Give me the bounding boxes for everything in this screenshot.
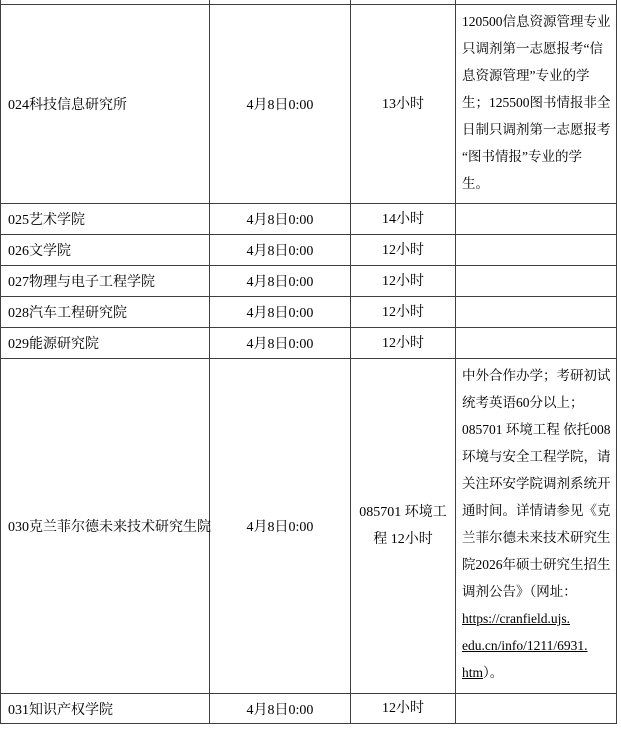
duration-cell — [351, 266, 456, 297]
remarks-cell — [456, 235, 617, 266]
duration-line: 12小时 — [382, 335, 424, 351]
remarks-text: 兰菲尔德未来技术研究生 — [462, 530, 611, 545]
duration-line: 13小时 — [382, 96, 424, 112]
dept-name-cell: 028汽车工程研究院 — [1, 297, 210, 328]
remarks-cell — [456, 694, 617, 724]
open-time-cell: 4月8日0:00 — [210, 328, 351, 359]
duration-line: 14小时 — [382, 211, 424, 227]
open-time-cell: 4月8日0:00 — [210, 204, 351, 235]
duration-line: 12小时 — [382, 273, 424, 289]
remarks-text: 院2026年硕士研究生招生 — [462, 557, 611, 572]
announcement-url-link[interactable]: htm — [462, 665, 484, 680]
remarks-line — [462, 35, 612, 62]
remarks-line — [462, 632, 612, 659]
duration-line: 12小时 — [382, 242, 424, 258]
remarks-line — [462, 524, 612, 551]
remarks-cell — [456, 266, 617, 297]
remarks-text: 085701 环境工程 依托008 — [462, 422, 611, 437]
remarks-text: 统考英语60分以上； — [462, 395, 584, 410]
remarks-line — [462, 89, 612, 116]
open-time-cell: 4月8日0:00 — [210, 235, 351, 266]
dept-name-cell: 030克兰菲尔德未来技术研究生院 — [1, 359, 210, 694]
duration-cell — [351, 359, 456, 694]
duration-cell — [351, 204, 456, 235]
duration-line: 12小时 — [382, 701, 424, 716]
announcement-url-link[interactable]: https://cranfield.ujs. — [462, 611, 570, 626]
remarks-line — [462, 8, 612, 35]
table-row — [1, 204, 617, 235]
duration-line: 程 12小时 — [373, 532, 433, 547]
announcement-url-link[interactable]: edu.cn/info/1211/6931. — [462, 638, 588, 653]
dept-name-cell: 027物理与电子工程学院 — [1, 266, 210, 297]
dept-name-cell: 025艺术学院 — [1, 204, 210, 235]
remarks-line — [462, 116, 612, 143]
dept-name-cell: 031知识产权学院 — [1, 694, 210, 724]
table-row — [1, 328, 617, 359]
remarks-cell — [456, 5, 617, 204]
open-time-cell: 4月8日0:00 — [210, 359, 351, 694]
duration-cell — [351, 235, 456, 266]
table-row — [1, 694, 617, 724]
remarks-cell — [456, 204, 617, 235]
remarks-text: 通时间。详情请参见《克 — [462, 503, 611, 518]
dept-name-cell: 026文学院 — [1, 235, 210, 266]
remarks-line — [462, 416, 612, 443]
remarks-text: 只调剂第一志愿报考“信 — [462, 41, 603, 56]
remarks-line — [462, 143, 612, 170]
open-time-cell: 4月8日0:00 — [210, 694, 351, 724]
duration-cell — [351, 5, 456, 204]
table-row — [1, 266, 617, 297]
duration-cell — [351, 297, 456, 328]
remarks-line — [462, 170, 612, 197]
dept-name-cell: 024科技信息研究所 — [1, 5, 210, 204]
remarks-text: 中外合作办学；考研初试 — [462, 368, 611, 383]
remarks-line — [462, 605, 612, 632]
remarks-line — [462, 362, 612, 389]
table-row — [1, 359, 617, 694]
remarks-line — [462, 578, 612, 605]
remarks-text: 生；125500图书情报非全 — [462, 95, 611, 110]
remarks-line — [462, 470, 612, 497]
remarks-text: 120500信息资源管理专业 — [462, 14, 611, 29]
open-time-cell: 4月8日0:00 — [210, 297, 351, 328]
remarks-line — [462, 443, 612, 470]
dept-name-cell: 029能源研究院 — [1, 328, 210, 359]
table-row — [1, 297, 617, 328]
table-body — [1, 0, 617, 724]
remarks-text: “图书情报”专业的学 — [462, 149, 582, 164]
table-row — [1, 235, 617, 266]
duration-cell — [351, 328, 456, 359]
remarks-text: 生。 — [462, 176, 489, 191]
remarks-line — [462, 659, 612, 686]
open-time-cell: 4月8日0:00 — [210, 5, 351, 204]
remarks-text: 关注环安学院调剂系统开 — [462, 476, 611, 491]
remarks-text: 环境与安全工程学院，请 — [462, 449, 611, 464]
remarks-line — [462, 62, 612, 89]
remarks-line — [462, 497, 612, 524]
remarks-line — [462, 551, 612, 578]
duration-line: 085701 环境工 — [359, 505, 447, 520]
remarks-text: 息资源管理”专业的学 — [462, 68, 590, 83]
remarks-text: 日制只调剂第一志愿报考 — [462, 122, 611, 137]
open-time-cell: 4月8日0:00 — [210, 266, 351, 297]
table-row — [1, 5, 617, 204]
remarks-line — [462, 389, 612, 416]
remarks-text: ）。 — [483, 665, 504, 680]
remarks-cell — [456, 359, 617, 694]
remarks-cell — [456, 328, 617, 359]
remarks-cell — [456, 297, 617, 328]
duration-line: 12小时 — [382, 304, 424, 320]
duration-cell — [351, 694, 456, 724]
remarks-text: 调剂公告》（网址： — [462, 584, 577, 599]
